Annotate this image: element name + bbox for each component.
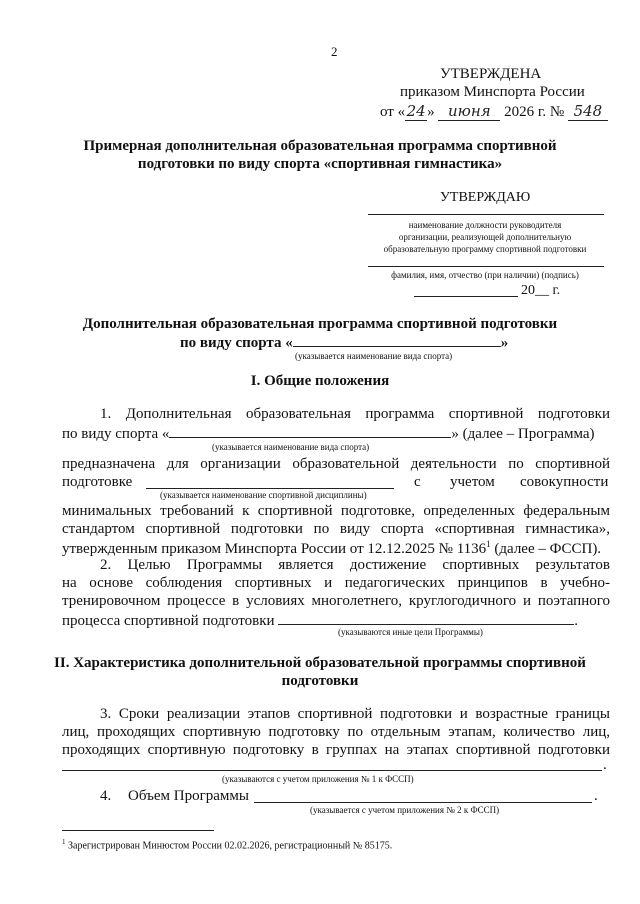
section2-title-line2: подготовки <box>281 673 359 689</box>
p1-line1: 1. Дополнительная образовательная программа спортивной подготовки <box>100 406 610 422</box>
p1-line2-suffix: » (далее – Программа) <box>451 426 595 442</box>
doc-title-line1: Примерная дополнительная образовательная программа спортивной <box>83 138 557 154</box>
approval-date-mid: » <box>427 104 435 120</box>
approval-title: УТВЕРЖДЕНА <box>440 66 542 82</box>
approval-order: приказом Минспорта России <box>400 84 585 100</box>
p3-line4-suffix: . <box>603 757 607 773</box>
approve-title: УТВЕРЖДАЮ <box>440 190 531 205</box>
p4-hint: (указывается с учетом приложения № 2 к ФССП) <box>310 805 500 815</box>
section2-title-line1: II. Характеристика дополнительной образовательной программы спортивной <box>54 655 586 671</box>
approval-year: 2026 г. № <box>504 104 565 120</box>
p4-label: Объем Программы <box>128 788 249 804</box>
program-title-line2 <box>180 333 508 352</box>
approval-month: июня <box>438 102 500 121</box>
p1-hint1: (указывается наименование вида спорта) <box>212 442 370 452</box>
approval-day: 24 <box>406 102 426 120</box>
footnote-text: Зарегистрирован Минюстом России 02.02.2026, регистрационный № 85175. <box>68 840 393 852</box>
p3-blank <box>62 770 602 771</box>
footnote-separator <box>62 830 214 831</box>
p1-discipline-blank <box>146 488 394 489</box>
footnote-ref[interactable]: 1 <box>486 539 491 549</box>
p3-line2: лиц, проходящих спортивную подготовку по отдельным этапам, количество лиц, <box>62 724 610 740</box>
program-title-suffix: » <box>500 335 509 351</box>
approve-date-line <box>414 296 518 297</box>
footnote <box>62 838 392 851</box>
p1-line2-prefix: по виду спорта « <box>62 426 170 442</box>
p3-hint: (указываются с учетом приложения № 1 к ФССП) <box>222 774 414 784</box>
p1-line2 <box>62 424 610 443</box>
p4-suffix: . <box>594 788 598 804</box>
approve-caption-2: организации, реализующей дополнительную <box>398 232 572 242</box>
p1-line4-uchetom: учетом <box>450 474 495 490</box>
doc-title-line2: подготовки по виду спорта «спортивная гимнастика» <box>137 156 503 172</box>
footnote-mark: 1 <box>62 838 66 846</box>
approve-caption-3: образовательную программу спортивной подготовки <box>383 244 587 254</box>
p1-sport-blank <box>169 424 451 438</box>
p2-line3: тренировочном процессе в условиях многолетнего, круглогодичного и поэтапного <box>62 593 610 609</box>
p3-line1: 3. Сроки реализации этапов спортивной подготовки и возрастные границы <box>100 706 610 722</box>
program-title-prefix: по виду спорта « <box>180 335 293 351</box>
p2-line2: на основе соблюдения спортивных и педагогических принципов в учебно- <box>62 575 610 591</box>
approve-name-line <box>368 266 604 267</box>
approval-date-line <box>380 102 608 121</box>
p4-number: 4. <box>100 788 112 804</box>
program-title-line1: Дополнительная образовательная программа спортивной подготовки <box>82 316 558 332</box>
p1-line4-prefix: подготовке <box>62 474 133 490</box>
p1-line7-a: утвержденным приказом Минспорта России от 12.12.2025 № 1136 <box>62 541 487 557</box>
approve-caption-1: наименование должности руководителя <box>408 220 562 230</box>
approval-number: 548 <box>568 102 608 121</box>
approve-name-caption: фамилия, имя, отчество (при наличии) (подпись) <box>391 270 579 280</box>
program-title-hint: (указывается наименование вида спорта) <box>295 351 453 361</box>
p1-hint2: (указывается наименование спортивной дисциплины) <box>160 490 367 500</box>
p1-line5: минимальных требований к спортивной подготовке, определенных федеральным <box>62 503 610 519</box>
p2-hint: (указываются иные цели Программы) <box>338 627 483 637</box>
approve-date-tail: 20__ г. <box>521 283 561 298</box>
p2-line4-suffix: . <box>574 613 579 629</box>
p1-line7-b: (далее – ФССП). <box>490 541 602 557</box>
p2-line4 <box>62 611 578 630</box>
p1-line4-end: совокупности <box>520 474 609 490</box>
p1-line6: стандартом спортивной подготовки по виду спорта «спортивная гимнастика», <box>62 521 610 537</box>
approve-position-line <box>368 214 604 215</box>
page-number: 2 <box>331 44 338 59</box>
p2-goals-blank <box>278 611 574 625</box>
p2-line1: 2. Целью Программы является достижение спортивных результатов <box>100 557 610 573</box>
p1-line7 <box>62 539 601 558</box>
p3-line3: проходящих спортивную подготовку в группах на этапах спортивной подготовки <box>62 742 610 758</box>
p4-blank <box>254 802 592 803</box>
section1-title: I. Общие положения <box>250 373 390 389</box>
approval-date-prefix: от « <box>380 104 406 120</box>
p2-line4-prefix: процесса спортивной подготовки <box>62 613 275 629</box>
p1-line4-s: с <box>414 474 421 490</box>
approve-position-caption <box>360 219 610 255</box>
p1-line3: предназначена для организации образовательной деятельности по спортивной <box>62 456 610 472</box>
sport-name-blank <box>293 333 501 347</box>
